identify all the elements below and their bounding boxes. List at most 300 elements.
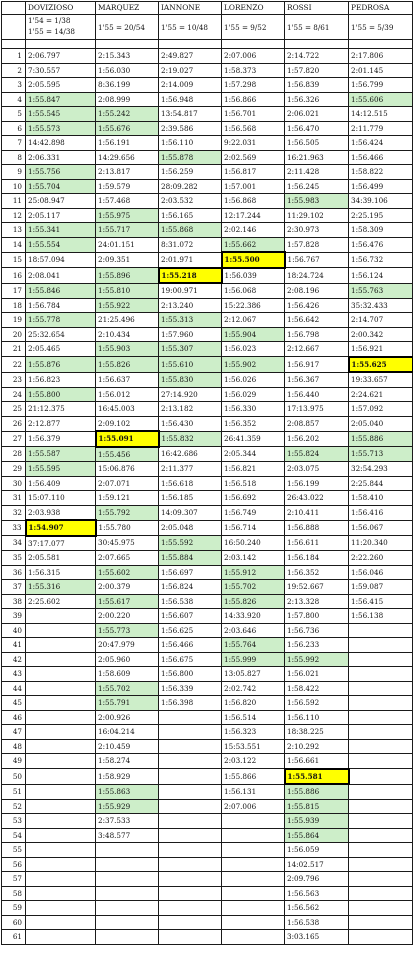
lap-time-cell: 1:57.298 (222, 78, 285, 93)
lap-time-cell (26, 843, 96, 858)
lap-time-cell (26, 710, 96, 725)
lap-time-cell: 1:56.326 (285, 92, 349, 107)
lap-time-cell: 1:55.545 (26, 107, 96, 122)
lap-time-cell (96, 886, 159, 901)
lap-time-cell (26, 696, 96, 711)
table-row (2, 580, 413, 595)
lap-time-cell: 1:55.878 (159, 150, 222, 165)
lap-time-cell: 1:56.701 (222, 107, 285, 122)
lap-time-cell: 1:55.800 (26, 387, 96, 402)
lap-time-cell (159, 784, 222, 799)
lap-time-cell: 1:56.026 (222, 372, 285, 387)
lap-time-cell (26, 799, 96, 814)
lap-time-cell (159, 814, 222, 829)
lap-time-cell (159, 754, 222, 769)
lap-number: 27 (2, 431, 26, 447)
lap-time-cell: 2:00.379 (96, 580, 159, 595)
lap-time-cell (26, 915, 96, 930)
lap-time-cell: 1:56.675 (159, 652, 222, 667)
lap-time-cell: 2:07.006 (222, 49, 285, 64)
lap-time-cell: 34:39.106 (349, 194, 413, 209)
lap-time-cell: 1:59.087 (349, 580, 413, 595)
stats-cell: 1'55 = 8/61 (285, 15, 349, 40)
lap-time-cell (222, 930, 285, 945)
lap-time-cell: 28:09.282 (159, 179, 222, 194)
lap-time-cell: 3:48.577 (96, 828, 159, 843)
lap-time-cell (96, 857, 159, 872)
lap-time-cell (26, 857, 96, 872)
lap-time-cell (349, 710, 413, 725)
lap-time-cell (159, 915, 222, 930)
lap-time-cell: 16:04.214 (96, 725, 159, 740)
lap-number: 44 (2, 681, 26, 696)
empty-cell (26, 40, 96, 49)
lap-time-cell (159, 710, 222, 725)
lap-time-cell: 2:10.292 (285, 739, 349, 754)
lap-time-cell: 1:55.763 (349, 283, 413, 298)
lap-time-cell: 2:14.707 (349, 313, 413, 328)
empty-cell (96, 40, 159, 49)
lap-number: 9 (2, 165, 26, 180)
lap-time-cell: 1:56.245 (285, 179, 349, 194)
lap-number: 18 (2, 298, 26, 313)
lap-time-cell: 1:55.884 (159, 551, 222, 566)
lap-time-cell: 26:41.359 (222, 431, 285, 447)
lap-time-cell: 1:55.713 (349, 447, 413, 462)
stats-cell: 1'54 = 1/38 1'55 = 14/38 (26, 15, 96, 40)
lap-time-cell: 2:08.999 (96, 92, 159, 107)
lap-time-cell: 2:13.328 (285, 594, 349, 609)
lap-time-cell: 2:05.344 (222, 447, 285, 462)
lap-time-cell: 1:56.692 (222, 491, 285, 506)
table-row (2, 92, 413, 107)
lap-time-cell: 27:14.920 (159, 387, 222, 402)
lap-time-cell: 1:56.868 (222, 194, 285, 209)
lap-time-cell: 1:56.415 (349, 594, 413, 609)
table-row (2, 491, 413, 506)
lap-time-cell (349, 696, 413, 711)
stats-cell: 1'55 = 9/52 (222, 15, 285, 40)
lap-time-cell: 1:55.863 (96, 784, 159, 799)
lap-time-cell (159, 886, 222, 901)
lap-time-cell: 1:55.662 (222, 237, 285, 252)
lap-time-cell: 1:55.764 (222, 638, 285, 653)
table-row (2, 150, 413, 165)
lap-time-cell: 2:00.342 (349, 327, 413, 342)
column-header: PEDROSA (349, 2, 413, 15)
lap-time-cell: 1:56.470 (285, 121, 349, 136)
lap-time-cell (349, 828, 413, 843)
table-row (2, 431, 413, 447)
lap-time-cell (349, 681, 413, 696)
lap-time-cell: 1:55.792 (96, 505, 159, 520)
lap-number: 40 (2, 623, 26, 638)
table-row (2, 536, 413, 551)
lap-time-cell: 1:55.592 (159, 536, 222, 551)
table-row (2, 930, 413, 945)
lap-time-cell: 1:56.039 (222, 268, 285, 284)
stats-cell (2, 15, 26, 40)
lap-time-cell: 1:56.430 (159, 416, 222, 431)
lap-time-cell: 1:55.606 (349, 92, 413, 107)
lap-time-cell: 2:03.646 (222, 623, 285, 638)
table-row (2, 252, 413, 268)
lap-time-cell: 1:55.826 (96, 357, 159, 373)
table-row (2, 551, 413, 566)
lap-number: 23 (2, 372, 26, 387)
lap-time-cell: 1:55.903 (96, 342, 159, 357)
lap-number: 33 (2, 520, 26, 536)
table-row (2, 313, 413, 328)
lap-number: 11 (2, 194, 26, 209)
lap-time-cell (96, 843, 159, 858)
lap-time-cell: 1:56.409 (26, 476, 96, 491)
lap-time-cell: 1:55.866 (222, 769, 285, 785)
lap-number: 48 (2, 739, 26, 754)
table-row (2, 681, 413, 696)
lap-time-cell (349, 843, 413, 858)
empty-cell (349, 40, 413, 49)
lap-time-cell: 1:55.610 (159, 357, 222, 373)
lap-time-cell: 1:56.697 (159, 565, 222, 580)
lap-time-cell: 1:58.422 (285, 681, 349, 696)
table-row (2, 872, 413, 887)
lap-time-cell: 37:17.077 (26, 536, 96, 551)
lap-time-cell (349, 769, 413, 785)
empty-cell (159, 40, 222, 49)
lap-time-cell: 1:56.315 (26, 565, 96, 580)
lap-time-cell (159, 769, 222, 785)
lap-number: 61 (2, 930, 26, 945)
lap-time-cell (96, 930, 159, 945)
lap-time-cell: 18:57.094 (26, 252, 96, 268)
lap-time-cell: 1:56.592 (285, 696, 349, 711)
lap-time-cell: 2:05.040 (349, 416, 413, 431)
lap-time-cell: 2:06.331 (26, 150, 96, 165)
lap-time-cell: 2:05.595 (26, 78, 96, 93)
table-row (2, 342, 413, 357)
table-row (2, 107, 413, 122)
lap-time-cell: 1:55.902 (222, 357, 285, 373)
table-row (2, 594, 413, 609)
lap-number: 54 (2, 828, 26, 843)
lap-time-cell: 2:10.459 (96, 739, 159, 754)
lap-time-cell (349, 857, 413, 872)
lap-time-cell (349, 739, 413, 754)
table-row (2, 843, 413, 858)
table-row (2, 416, 413, 431)
lap-time-cell: 1:56.165 (159, 208, 222, 223)
lap-number: 7 (2, 136, 26, 151)
lap-time-cell (26, 784, 96, 799)
lap-time-cell: 1:55.602 (96, 565, 159, 580)
table-row (2, 268, 413, 284)
lap-time-cell: 1:56.323 (222, 725, 285, 740)
lap-time-cell: 1:55.904 (222, 327, 285, 342)
lap-time-cell: 1:56.021 (285, 667, 349, 682)
lap-time-cell: 1:56.012 (96, 387, 159, 402)
lap-time-cell: 14:33.920 (222, 609, 285, 624)
lap-time-cell: 1:55.341 (26, 223, 96, 238)
table-row (2, 476, 413, 491)
lap-time-cell: 1:55.756 (26, 165, 96, 180)
lap-time-cell: 1:54.907 (26, 520, 96, 536)
lap-time-cell: 1:58.373 (222, 63, 285, 78)
lap-time-cell: 2:00.926 (96, 710, 159, 725)
lap-time-cell: 1:56.799 (349, 78, 413, 93)
lap-time-cell: 1:55.617 (96, 594, 159, 609)
lap-time-cell: 2:02.742 (222, 681, 285, 696)
table-row (2, 915, 413, 930)
lap-time-cell (222, 915, 285, 930)
lap-time-cell: 1:55.625 (349, 357, 413, 373)
lap-time-cell: 1:56.367 (285, 372, 349, 387)
lap-time-cell: 1:58.609 (96, 667, 159, 682)
lap-time-cell (349, 623, 413, 638)
lap-time-cell: 1:56.839 (285, 78, 349, 93)
lap-time-cell: 19:33.657 (349, 372, 413, 387)
lap-time-cell: 1:58.410 (349, 491, 413, 506)
lap-time-cell: 1:56.499 (349, 179, 413, 194)
lap-time-cell: 1:55.912 (222, 565, 285, 580)
lap-time-cell (26, 725, 96, 740)
lap-time-cell: 30:45.975 (96, 536, 159, 551)
table-row (2, 652, 413, 667)
lap-time-cell: 1:56.259 (159, 165, 222, 180)
lap-number: 55 (2, 843, 26, 858)
lap-time-cell: 16:21.963 (285, 150, 349, 165)
table-row (2, 828, 413, 843)
stats-cell: 1'55 = 10/48 (159, 15, 222, 40)
stats-cell: 1'55 = 5/39 (349, 15, 413, 40)
lap-time-cell: 1:56.800 (159, 667, 222, 682)
lap-time-cell: 1:56.068 (222, 283, 285, 298)
lap-time-cell: 15:53.551 (222, 739, 285, 754)
lap-time-cell (222, 857, 285, 872)
lap-time-cell: 1:59.579 (96, 179, 159, 194)
table-row (2, 237, 413, 252)
lap-time-cell: 1:55.810 (96, 283, 159, 298)
lap-time-cell: 2:08.041 (26, 268, 96, 284)
lap-number: 30 (2, 476, 26, 491)
lap-time-cell: 2:25.844 (349, 476, 413, 491)
lap-time-cell: 1:56.866 (222, 92, 285, 107)
lap-time-cell: 15:07.110 (26, 491, 96, 506)
column-header: ROSSI (285, 2, 349, 15)
lap-time-cell (26, 814, 96, 829)
lap-time-cell: 9:22.031 (222, 136, 285, 151)
table-row (2, 179, 413, 194)
lap-number: 24 (2, 387, 26, 402)
lap-time-cell (159, 901, 222, 916)
lap-time-cell: 2:03.938 (26, 505, 96, 520)
lap-time-cell: 1:56.185 (159, 491, 222, 506)
lap-time-cell: 14:29.656 (96, 150, 159, 165)
lap-time-cell: 8:31.072 (159, 237, 222, 252)
lap-time-cell: 1:56.339 (159, 681, 222, 696)
lap-time-cell: 1:56.618 (159, 476, 222, 491)
lap-time-cell: 1:56.352 (222, 416, 285, 431)
lap-time-cell: 1:55.896 (96, 268, 159, 284)
lap-number: 51 (2, 784, 26, 799)
lap-time-cell: 2:17.806 (349, 49, 413, 64)
lap-time-cell: 1:55.824 (285, 447, 349, 462)
lap-time-cell: 1:56.661 (285, 754, 349, 769)
table-row (2, 78, 413, 93)
table-row (2, 505, 413, 520)
lap-time-cell: 1:55.554 (26, 237, 96, 252)
lap-time-cell: 1:56.191 (96, 136, 159, 151)
lap-number: 25 (2, 402, 26, 417)
lap-time-cell (26, 638, 96, 653)
empty-cell (285, 40, 349, 49)
lap-time-cell: 14:09.307 (159, 505, 222, 520)
lap-time-cell: 1:57.828 (285, 237, 349, 252)
lap-time-cell: 1:56.736 (285, 623, 349, 638)
lap-time-cell: 1:56.398 (159, 696, 222, 711)
lap-time-cell: 2:01.145 (349, 63, 413, 78)
lap-number: 50 (2, 769, 26, 785)
lap-time-cell: 1:55.832 (159, 431, 222, 447)
lap-time-cell: 1:56.611 (285, 536, 349, 551)
lap-time-cell (159, 857, 222, 872)
lap-time-cell: 13:05.827 (222, 667, 285, 682)
lap-time-cell: 11:20.340 (349, 536, 413, 551)
lap-number: 56 (2, 857, 26, 872)
table-row (2, 223, 413, 238)
lap-number: 21 (2, 342, 26, 357)
lap-time-cell: 2:05.048 (159, 520, 222, 536)
lap-time-cell: 2:03.532 (159, 194, 222, 209)
table-row (2, 609, 413, 624)
lap-time-cell: 2:24.621 (349, 387, 413, 402)
table-row (2, 565, 413, 580)
lap-time-cell: 1:55.992 (285, 652, 349, 667)
lap-number: 10 (2, 179, 26, 194)
lap-time-cell (349, 872, 413, 887)
lap-time-cell: 1:55.778 (26, 313, 96, 328)
lap-time-cell: 13:54.817 (159, 107, 222, 122)
lap-time-cell: 1:56.131 (222, 784, 285, 799)
table-row (2, 886, 413, 901)
lap-number: 5 (2, 107, 26, 122)
lap-time-cell: 2:06.021 (285, 107, 349, 122)
lap-time-cell: 1:56.824 (159, 580, 222, 595)
lap-time-cell: 1:56.749 (222, 505, 285, 520)
lap-time-cell: 1:56.466 (159, 638, 222, 653)
lap-time-cell: 1:58.822 (349, 165, 413, 180)
lap-time-cell (96, 872, 159, 887)
lap-time-cell (159, 828, 222, 843)
lap-time-cell: 1:56.518 (222, 476, 285, 491)
lap-time-cell: 1:56.732 (349, 252, 413, 268)
lap-time-cell: 1:57.820 (285, 63, 349, 78)
lap-time-cell: 7:30.557 (26, 63, 96, 78)
lap-time-cell: 2:02.146 (222, 223, 285, 238)
lap-time-cell (26, 681, 96, 696)
lap-time-cell: 1:57.960 (159, 327, 222, 342)
lap-time-cell: 2:12.667 (285, 342, 349, 357)
lap-time-cell: 1:56.568 (222, 121, 285, 136)
lap-time-cell (26, 609, 96, 624)
lap-time-cell: 1:56.607 (159, 609, 222, 624)
table-row (2, 387, 413, 402)
lap-time-cell: 1:56.023 (222, 342, 285, 357)
lap-time-cell: 17:13.975 (285, 402, 349, 417)
lap-time-cell: 1:57.092 (349, 402, 413, 417)
lap-time-cell: 1:55.313 (159, 313, 222, 328)
lap-time-cell (26, 886, 96, 901)
lap-time-cell (222, 886, 285, 901)
lap-time-cell: 1:56.466 (349, 150, 413, 165)
table-row (2, 372, 413, 387)
lap-time-cell (26, 828, 96, 843)
lap-number: 17 (2, 283, 26, 298)
lap-number: 59 (2, 901, 26, 916)
table-row (2, 520, 413, 536)
lap-time-cell (26, 667, 96, 682)
table-row (2, 283, 413, 298)
lap-time-cell: 2:06.797 (26, 49, 96, 64)
lap-time-cell: 1:56.714 (222, 520, 285, 536)
lap-time-cell (159, 930, 222, 945)
lap-time-cell: 1:56.625 (159, 623, 222, 638)
lap-time-cell (26, 739, 96, 754)
lap-time-cell: 1:56.888 (285, 520, 349, 536)
lap-time-cell: 2:09.796 (285, 872, 349, 887)
lap-time-cell: 1:56.233 (285, 638, 349, 653)
lap-time-cell (26, 652, 96, 667)
lap-time-cell (159, 739, 222, 754)
table-row (2, 63, 413, 78)
lap-time-cell: 2:07.006 (222, 799, 285, 814)
lap-time-cell: 2:14.009 (159, 78, 222, 93)
lap-time-cell: 1:55.316 (26, 580, 96, 595)
table-row (2, 710, 413, 725)
lap-time-cell: 2:10.411 (285, 505, 349, 520)
lap-time-cell: 1:55.573 (26, 121, 96, 136)
lap-number: 1 (2, 49, 26, 64)
lap-time-cell: 1:56.199 (285, 476, 349, 491)
table-row (2, 298, 413, 313)
lap-time-cell (26, 872, 96, 887)
spacer-row (2, 40, 413, 49)
lap-time-cell: 2:25.195 (349, 208, 413, 223)
lap-time-cell (349, 667, 413, 682)
lap-time-cell: 26:43.022 (285, 491, 349, 506)
lap-time-cell: 1:55.218 (159, 268, 222, 284)
lap-times-table (1, 1, 413, 945)
lap-time-cell: 2:08.196 (285, 283, 349, 298)
lap-number: 6 (2, 121, 26, 136)
lap-number: 8 (2, 150, 26, 165)
lap-time-cell: 1:55.581 (285, 769, 349, 785)
lap-time-cell: 1:56.767 (285, 252, 349, 268)
lap-number: 53 (2, 814, 26, 829)
lap-time-cell: 19:52.667 (285, 580, 349, 595)
lap-time-cell: 16:50.240 (222, 536, 285, 551)
lap-time-cell: 1:56.505 (285, 136, 349, 151)
lap-number: 60 (2, 915, 26, 930)
lap-time-cell: 2:02.569 (222, 150, 285, 165)
lap-time-cell: 1:56.562 (285, 901, 349, 916)
lap-time-cell: 1:55.704 (26, 179, 96, 194)
lap-time-cell (222, 872, 285, 887)
lap-time-cell: 1:56.059 (285, 843, 349, 858)
lap-time-cell: 18:24.724 (285, 268, 349, 284)
lap-number: 36 (2, 565, 26, 580)
lap-time-cell: 1:58.929 (96, 769, 159, 785)
